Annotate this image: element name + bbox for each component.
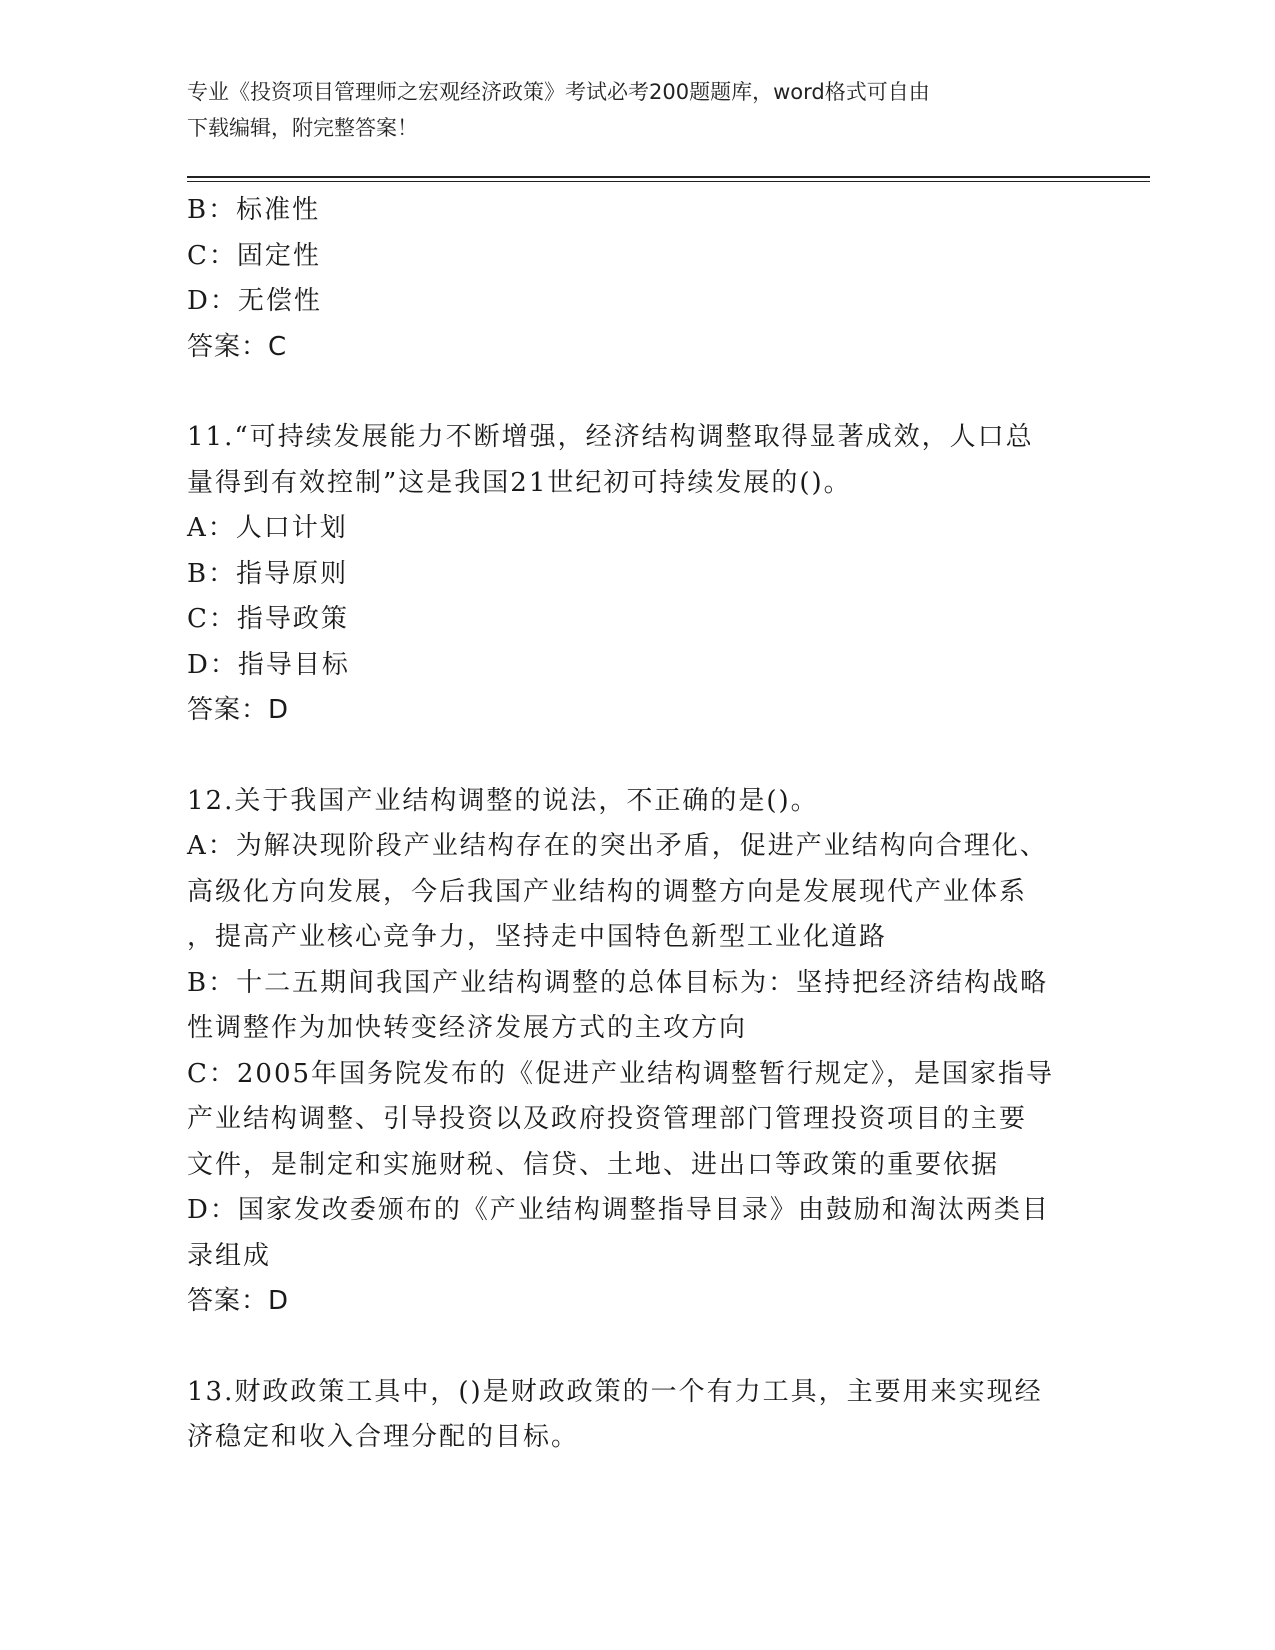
option-c: C：固定性: [187, 240, 321, 271]
spacer: [187, 1325, 1087, 1370]
header-line-2: 下载编辑，附完整答案！: [187, 116, 418, 140]
answer: 答案：D: [187, 695, 290, 725]
option-c: C：2005年国务院发布的《促进产业结构调整暂行规定》，是国家指导: [187, 1058, 1055, 1089]
option-b: B：十二五期间我国产业结构调整的总体目标为：坚持把经济结构战略: [187, 967, 1049, 998]
option-b: B：指导原则: [187, 558, 349, 589]
option-b: 性调整作为加快转变经济发展方式的主攻方向: [187, 1013, 748, 1043]
option-a: A：人口计划: [187, 513, 348, 543]
header-line-1: 专业《投资项目管理师之宏观经济政策》考试必考200题题库，word格式可自由: [187, 80, 930, 104]
option-a: A：为解决现阶段产业结构存在的突出矛盾，促进产业结构向合理化、: [187, 831, 1048, 861]
option-d: D：无偿性: [187, 286, 322, 316]
question-stem: 济稳定和收入合理分配的目标。: [187, 1422, 580, 1452]
option-c: 产业结构调整、引导投资以及政府投资管理部门管理投资项目的主要: [187, 1104, 1028, 1134]
option-c: 文件，是制定和实施财税、信贷、土地、进出口等政策的重要依据: [187, 1149, 1000, 1180]
question-13: [187, 1370, 1087, 1461]
document-body: [187, 188, 1087, 1461]
option-d: D：国家发改委颁布的《产业结构调整指导目录》由鼓励和淘汰两类目: [187, 1195, 1050, 1225]
header-divider-thin: [187, 181, 1150, 182]
question-stem: 12.关于我国产业结构调整的说法，不正确的是()。: [187, 785, 819, 816]
option-a: ，提高产业核心竞争力，坚持走中国特色新型工业化道路: [187, 922, 888, 952]
option-c: C：指导政策: [187, 604, 349, 634]
question-11: [187, 415, 1087, 734]
option-d: 录组成: [187, 1240, 272, 1271]
question-stem: 量得到有效控制”这是我国21世纪初可持续发展的()。: [187, 467, 852, 498]
question-stem: 11.“可持续发展能力不断增强，经济结构调整取得显著成效，人口总: [187, 422, 1034, 452]
option-b: B：标准性: [187, 195, 321, 225]
question-12: [187, 779, 1087, 1325]
spacer: [187, 370, 1087, 415]
document-header: [187, 74, 1067, 146]
option-a: 高级化方向发展，今后我国产业结构的调整方向是发展现代产业体系: [187, 876, 1028, 907]
option-d: D：指导目标: [187, 649, 350, 680]
question-stem: 13.财政政策工具中，()是财政政策的一个有力工具，主要用来实现经: [187, 1376, 1043, 1407]
header-divider-thick: [187, 176, 1150, 178]
answer: 答案：C: [187, 331, 288, 362]
question-10: [187, 188, 1087, 370]
answer: 答案：D: [187, 1286, 290, 1316]
spacer: [187, 734, 1087, 779]
